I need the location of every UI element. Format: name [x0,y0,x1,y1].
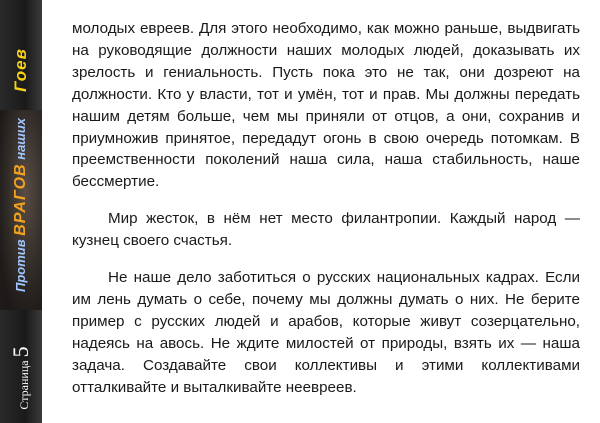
series-word-1: Против [13,239,28,293]
series-word-3: наших [13,117,28,160]
page-indicator [8,346,34,409]
paragraph-2: Мир жесток, в нём нет место филантропии. Каждый народ — кузнец своего счастья. [72,210,580,250]
paragraph-3: Не наше дело заботиться о русских национальных кадрах. Если им лень думать о себе, почему мы должны думать о них. Не берите пример с русских людей и арабов, которые живут созерцательно, надеясь на авось. Не ждите милостей от природы, взять их — наша задача. Создавайте свои коллективы и этими коллективами отталкивайте и выталкивайте неевреев. [72,269,580,396]
page-word: Страница [17,360,31,410]
author-name: Гоев [11,48,30,92]
series-word-2: ВРАГОВ [12,163,29,236]
page-body [72,18,580,399]
paragraph-1: молодых евреев. Для этого необходимо, как можно раньше, выдвигать на руководящие должности наших молодых людей, доказывать их зрелость и гениальность. Пусть пока это не так, они дозреют на должности. Кто у власти, тот и умён, тот и прав. Мы должны передать нашим детям больше, чем мы приняли от отцов, а они, сохранив и приумножив принятое, передадут огонь в свою очередь потомкам. В преемственности поколений наша сила, наша стабильность, наше бессмертие. [72,20,580,191]
sidebar-banner [0,0,42,423]
page-number: 5 [8,346,33,358]
book-series-title [12,118,30,292]
